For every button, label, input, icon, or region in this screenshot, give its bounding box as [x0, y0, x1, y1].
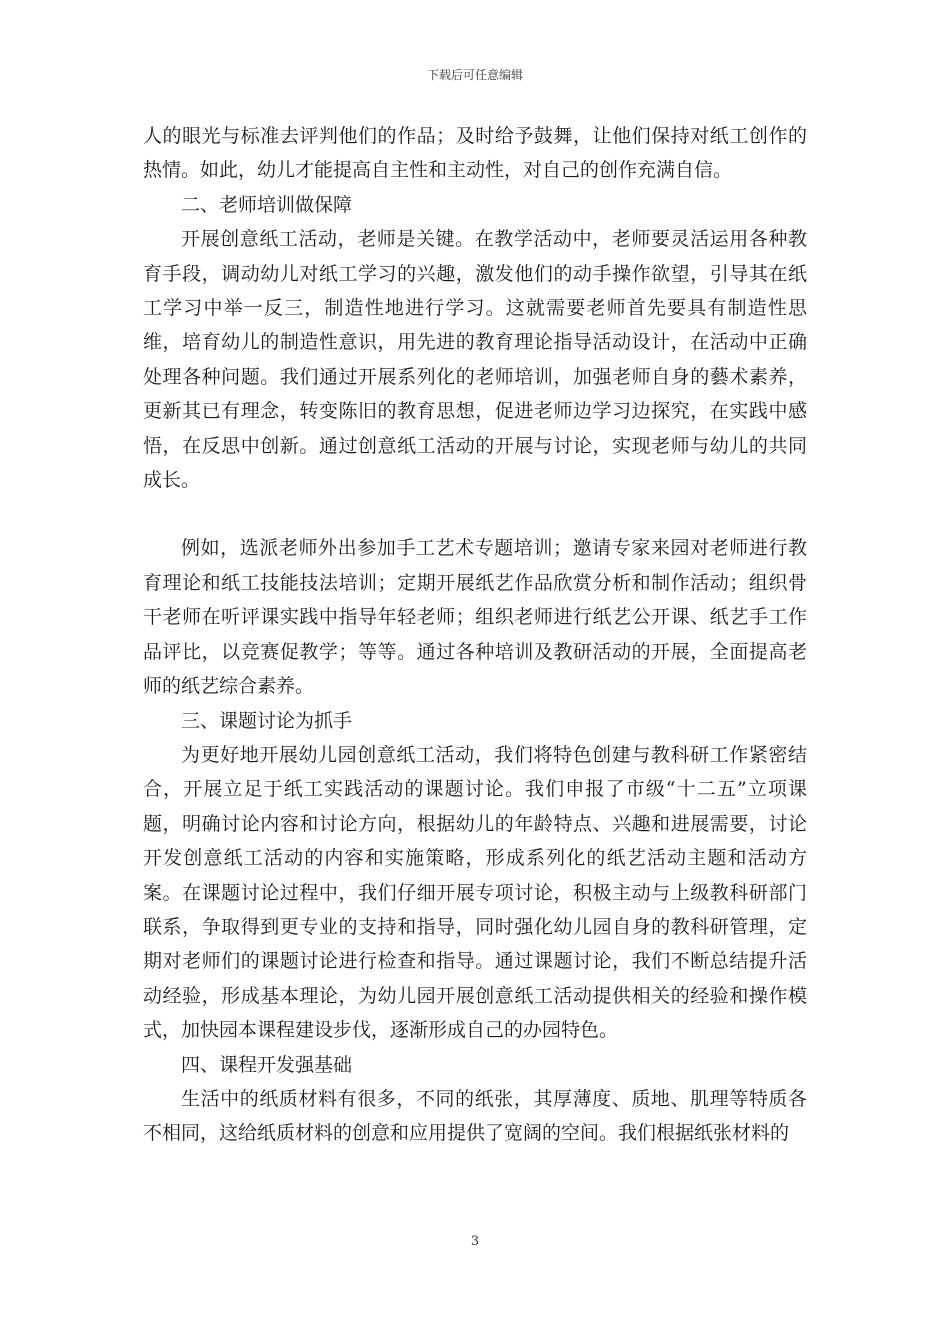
page-number: 3 [470, 1234, 480, 1249]
section-heading-curriculum: 四、课程开发强基础 [181, 1053, 353, 1076]
paragraph-continuation: 人的眼光与标准去评判他们的作品；及时给予鼓舞，让他们保持对纸工创作的热情。如此，幼儿才能提高自主性和主动性，对自己的创作充满自信。 [143, 125, 807, 182]
paragraph-curriculum: 生活中的纸质材料有很多，不同的纸张，其厚薄度、质地、肌理等特质各不相同，这给纸质材料的创意和应用提供了宽阔的空间。我们根据纸张材料的 [143, 1087, 807, 1145]
section-heading-teacher-training: 二、老师培训做保障 [181, 193, 353, 216]
paragraph-gap [143, 497, 807, 531]
document-body [143, 119, 807, 1151]
page-header: 下载后可任意编辑 [426, 68, 523, 82]
paragraph-teacher-training: 开展创意纸工活动，老师是关键。在教学活动中，老师要灵活运用各种教育手段，调动幼儿对纸工学习的兴趣，激发他们的动手操作欲望，引导其在纸工学习中举一反三，制造性地进行学习。这就需要老师首先要具有制造性思维，培育幼儿的制造性意识，用先进的教育理论指导活动设计，在活动中正确处理各种问题。我们通过开展系列化的老师培训，加强老师自身的藝术素养，更新其已有理念，转变陈旧的教育思想，促进老师边学习边探究，在实践中感悟，在反思中创新。通过创意纸工活动的开展与讨论，实现老师与幼儿的共同成长。 [143, 228, 807, 492]
paragraph-training-examples: 例如，选派老师外出参加手工艺术专题培训；邀请专家来园对老师进行教育理论和纸工技能技法培训；定期开展纸艺作品欣赏分析和制作活动；组织骨干老师在听评课实践中指导年轻老师；组织老师进行纸艺公开课、纸艺手工作品评比，以竞赛促教学；等等。通过各种培训及教研活动的开展，全面提高老师的纸艺综合素养。 [143, 537, 807, 698]
paragraph-research: 为更好地开展幼儿园创意纸工活动，我们将特色创建与教科研工作紧密结合，开展立足于纸工实践活动的课题讨论。我们申报了市级“十二五”立项课题，明确讨论内容和讨论方向，根据幼儿的年龄特点、兴趣和进展需要，讨论开发创意纸工活动的内容和实施策略，形成系列化的纸艺活动主题和活动方案。在课题讨论过程中，我们仔细开展专项讨论，积极主动与上级教科研部门联系，争取得到更专业的支持和指导，同时强化幼儿园自身的教科研管理，定期对老师们的课题讨论进行检查和指导。通过课题讨论，我们不断总结提升活动经验，形成基本理论，为幼儿园开展创意纸工活动提供相关的经验和操作模式，加快园本课程建设步伐，逐渐形成自己的办园特色。 [143, 743, 807, 1042]
section-heading-research: 三、课题讨论为抓手 [181, 709, 353, 732]
